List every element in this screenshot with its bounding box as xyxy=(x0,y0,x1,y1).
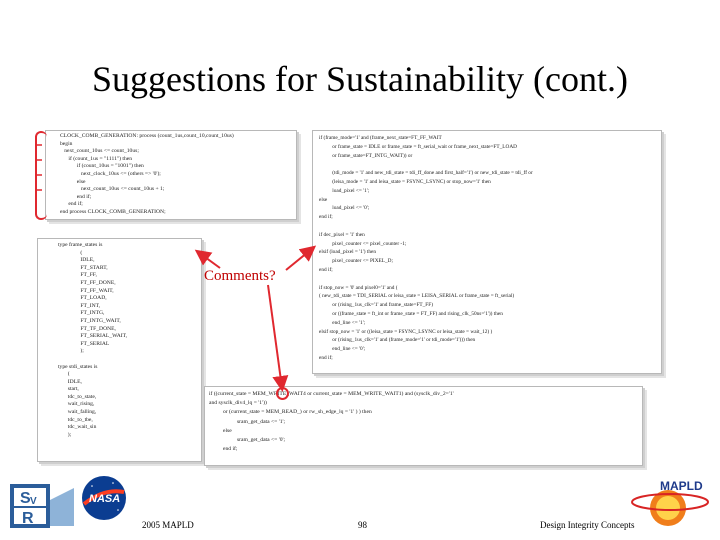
footer-conference: 2005 MAPLD xyxy=(142,520,194,530)
code-panel-state-types xyxy=(37,238,202,462)
code-line: FT_FF_WAIT, xyxy=(58,287,114,294)
code-line: else xyxy=(319,196,328,203)
code-line: ( xyxy=(58,371,70,378)
code-line: pixel_counter <= PIXEL_D; xyxy=(319,258,393,265)
code-line xyxy=(58,356,127,364)
code-line: next_clock_10us <= (others => '0'); xyxy=(60,170,161,177)
svg-text:MAPLD: MAPLD xyxy=(660,479,703,493)
code-line: start, xyxy=(58,386,79,393)
code-line: wait_falling, xyxy=(58,409,97,416)
code-line: wait_rising, xyxy=(58,401,95,408)
svg-text:S: S xyxy=(20,490,31,507)
code-line: type frame_states is xyxy=(58,242,103,248)
svg-text:NASA: NASA xyxy=(89,493,121,505)
arrow-to-bottom-panel xyxy=(268,285,282,388)
code-line: IDLE, xyxy=(58,257,95,264)
code-line xyxy=(319,275,533,284)
code-line: ( new_tdi_state = TDI_SERIAL or leisa_state = LEISA_SERIAL or frame_state = ft_serial) xyxy=(319,293,515,300)
code-line: and sysclk_div4_lq = '1')) xyxy=(209,400,267,407)
code-line: (leisa_mode = '1' and leisa_state = FSYNC_LSYNC) or stop_now='1' then xyxy=(319,178,491,185)
code-line: sram_get_data <= '1'; xyxy=(209,418,286,425)
code-line: ); xyxy=(58,348,84,355)
code-line: FT_SERIAL_WAIT, xyxy=(58,333,128,340)
code-line: else xyxy=(209,427,232,434)
code-line: IDLE, xyxy=(58,378,82,385)
code-line: FT_INTG_WAIT, xyxy=(58,317,121,324)
code-line: or frame_state=FT_INTG_WAIT)) or xyxy=(319,152,413,159)
code-line: end_line <= '0'; xyxy=(319,346,366,353)
code-line xyxy=(319,160,533,169)
code-line: FT_INT, xyxy=(58,302,101,309)
code-line: tdc_to_tbe, xyxy=(58,416,93,423)
code-line: else xyxy=(60,178,86,185)
code-block xyxy=(319,134,533,363)
code-line: FT_LOAD, xyxy=(58,295,107,302)
code-line: end if; xyxy=(209,446,238,453)
code-block xyxy=(209,390,454,454)
code-line: FT_FF_DONE, xyxy=(58,279,116,286)
code-line: FT_TF_DONE, xyxy=(58,325,116,332)
code-line: tdc_wait_sin xyxy=(58,424,97,431)
code-line: if ((current_state = MEM_WRITE_WAIT4 or current_state = MEM_WRITE_WAIT1) and (sysclk_div_2='1' xyxy=(209,391,454,397)
code-panel-clock-comb xyxy=(45,130,297,220)
code-line: FT_SERIAL xyxy=(58,340,110,347)
code-line: end if; xyxy=(319,266,333,273)
code-panel-sram xyxy=(204,386,643,466)
nasa-logo xyxy=(80,474,128,522)
code-line: ( xyxy=(58,249,83,256)
code-block xyxy=(60,133,234,217)
code-line: begin xyxy=(60,140,73,147)
code-line: load_pixel <= '1'; xyxy=(319,187,370,194)
code-line: or (rising_1us_clk='1' and frame_state=FT_FF) xyxy=(319,302,433,309)
code-line: type stdi_states is xyxy=(58,363,98,370)
code-line: or ((frame_state = ft_int or frame_state = FT_FF) and rising_clk_50ns='1')) then xyxy=(319,310,503,317)
code-line: if dec_pixel = '1' then xyxy=(319,231,365,238)
code-line: pixel_counter <= pixel_counter -1; xyxy=(319,240,407,247)
svg-text:V: V xyxy=(30,496,37,507)
code-line: next_count_10us <= count_10us; xyxy=(60,148,139,155)
circle-mark xyxy=(276,387,289,400)
code-line: if stop_now = '0' and pixel0='1' and ( xyxy=(319,284,398,291)
arrow-to-right-panel xyxy=(286,248,313,270)
code-line: or frame_state = IDLE or frame_state = ft_serial_wait or frame_next_state=FT_LOAD xyxy=(319,143,517,150)
code-line: if (frame_mode='1' and (frame_next_state=FT_FF_WAIT xyxy=(319,135,442,141)
code-line: end if; xyxy=(60,201,83,208)
code-line: if (count_1us = "1111") then xyxy=(60,155,133,162)
code-line: elsif (load_pixel = '1') then xyxy=(319,249,376,256)
footer-page-number: 98 xyxy=(358,520,367,530)
code-line: or (rising_1us_clk='1' and (frame_mode='1' or tdi_mode='1'))) then xyxy=(319,337,476,344)
svg-text:R: R xyxy=(22,510,34,527)
svr-logo xyxy=(8,480,76,530)
code-line xyxy=(319,222,533,231)
code-line: load_pixel <= '0'; xyxy=(319,205,370,212)
code-line: ); xyxy=(58,431,72,438)
code-line: end if; xyxy=(319,354,333,361)
code-line: FT_START, xyxy=(58,264,108,271)
page-title: Suggestions for Sustainability (cont.) xyxy=(92,59,628,99)
code-block xyxy=(58,242,127,439)
mapld-logo xyxy=(630,474,714,532)
code-line: (tdi_mode = '1' and new_tdi_state = tdi_ff_done and first_half='1') or new_tdi_state = tdi_ff or xyxy=(319,170,533,177)
code-line: FT_INTG, xyxy=(58,310,105,317)
code-line: FT_FF, xyxy=(58,272,97,279)
code-line: end if; xyxy=(319,214,333,221)
code-line: sram_get_data <= '0'; xyxy=(209,437,286,444)
code-line: elsif stop_now = '1' or ((leisa_state = FSYNC_LSYNC or leisa_state = wait_12) ) xyxy=(319,328,493,335)
code-line: or (current_state = MEM_READ_) or rw_sh_edge_lq = '1' ) ) then xyxy=(209,409,372,416)
code-line: if (count_10us = "1001") then xyxy=(60,163,144,170)
code-line: end process CLOCK_COMB_GENERATION; xyxy=(60,208,166,215)
code-line: CLOCK_COMB_GENERATION: process (count_1us,count_10,count_10us) xyxy=(60,133,234,139)
comments-callout: Comments? xyxy=(204,268,276,284)
bracket-mark xyxy=(35,131,47,220)
code-line: tdc_to_state, xyxy=(58,393,97,400)
footer-topic: Design Integrity Concepts xyxy=(540,520,635,530)
code-line: end if; xyxy=(60,193,92,200)
code-line: end_line <= '1'; xyxy=(319,319,366,326)
code-line: next_count_10us <= count_10us + 1; xyxy=(60,186,165,193)
code-panel-frame-logic xyxy=(312,130,662,374)
